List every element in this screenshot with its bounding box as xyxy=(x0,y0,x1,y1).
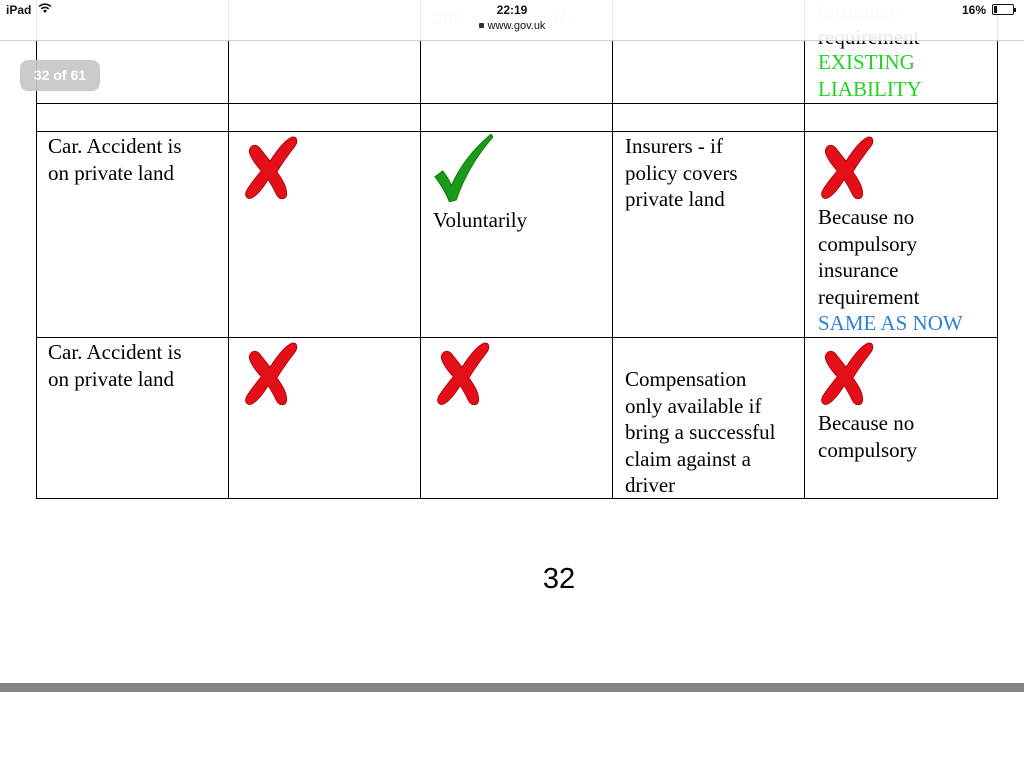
cell-line: compulsory xyxy=(818,437,918,462)
reason-cell xyxy=(818,204,963,337)
table-rule-3 xyxy=(36,337,998,338)
address-bar-url[interactable] xyxy=(460,20,564,32)
scenario-cell xyxy=(48,339,182,392)
cell-line: Insurers - if xyxy=(625,134,723,158)
voluntarily-text: Voluntarily xyxy=(433,208,528,232)
wifi-icon xyxy=(38,3,52,14)
table-border-bottom xyxy=(36,498,998,499)
table-divider-4 xyxy=(804,0,805,499)
scenario-line: on private land xyxy=(48,160,174,185)
next-page-area[interactable] xyxy=(0,692,1024,768)
red-cross-icon xyxy=(434,340,492,408)
cell-line: policy covers xyxy=(625,160,738,185)
cell-line: compulsory xyxy=(818,231,918,256)
status-existing: EXISTING xyxy=(818,50,915,74)
url-text: www.gov.uk xyxy=(487,20,546,32)
reason-cell xyxy=(818,410,917,463)
page-separator-bar xyxy=(0,683,1024,692)
red-cross-icon xyxy=(818,134,876,202)
table-border-right xyxy=(997,0,998,499)
insurers-cell xyxy=(625,133,738,213)
cell-line: Compensation xyxy=(625,367,747,391)
red-cross-icon xyxy=(818,340,876,408)
page-number: 32 xyxy=(542,563,576,595)
red-cross-icon xyxy=(242,134,300,202)
green-check-icon xyxy=(433,134,493,202)
status-same-as-now: SAME AS NOW xyxy=(818,311,963,335)
cell-line: claim against a xyxy=(625,446,751,471)
red-cross-icon xyxy=(242,340,300,408)
cell-line: bring a successful xyxy=(625,420,776,444)
scenario-line: Car. Accident is xyxy=(48,134,182,158)
table-divider-3 xyxy=(612,0,613,499)
scenario-cell xyxy=(48,133,182,186)
cell-line: Because no xyxy=(818,411,915,435)
compensation-cell xyxy=(625,366,775,499)
status-bar xyxy=(0,0,1024,41)
table-divider-1 xyxy=(228,0,229,499)
table-rule-1 xyxy=(36,103,998,104)
cell-line: private land xyxy=(625,187,725,211)
table-rule-2 xyxy=(36,131,998,132)
clock: 22:19 xyxy=(496,3,528,17)
table-divider-2 xyxy=(420,0,421,499)
battery-icon xyxy=(992,4,1014,15)
cell-line: requirement xyxy=(818,284,920,309)
page-indicator-badge: 32 of 61 xyxy=(20,60,100,91)
battery-percentage: 16% xyxy=(962,3,987,17)
scenario-line: on private land xyxy=(48,366,174,391)
cell-line: driver xyxy=(625,473,676,497)
scenario-line: Car. Accident is xyxy=(48,340,182,364)
device-label: iPad xyxy=(6,3,32,17)
cell-line: insurance xyxy=(818,258,899,282)
cell-line: Because no xyxy=(818,205,915,229)
lock-icon xyxy=(479,23,484,28)
cell-line: only available if xyxy=(625,393,762,418)
status-liability: LIABILITY xyxy=(818,77,922,101)
